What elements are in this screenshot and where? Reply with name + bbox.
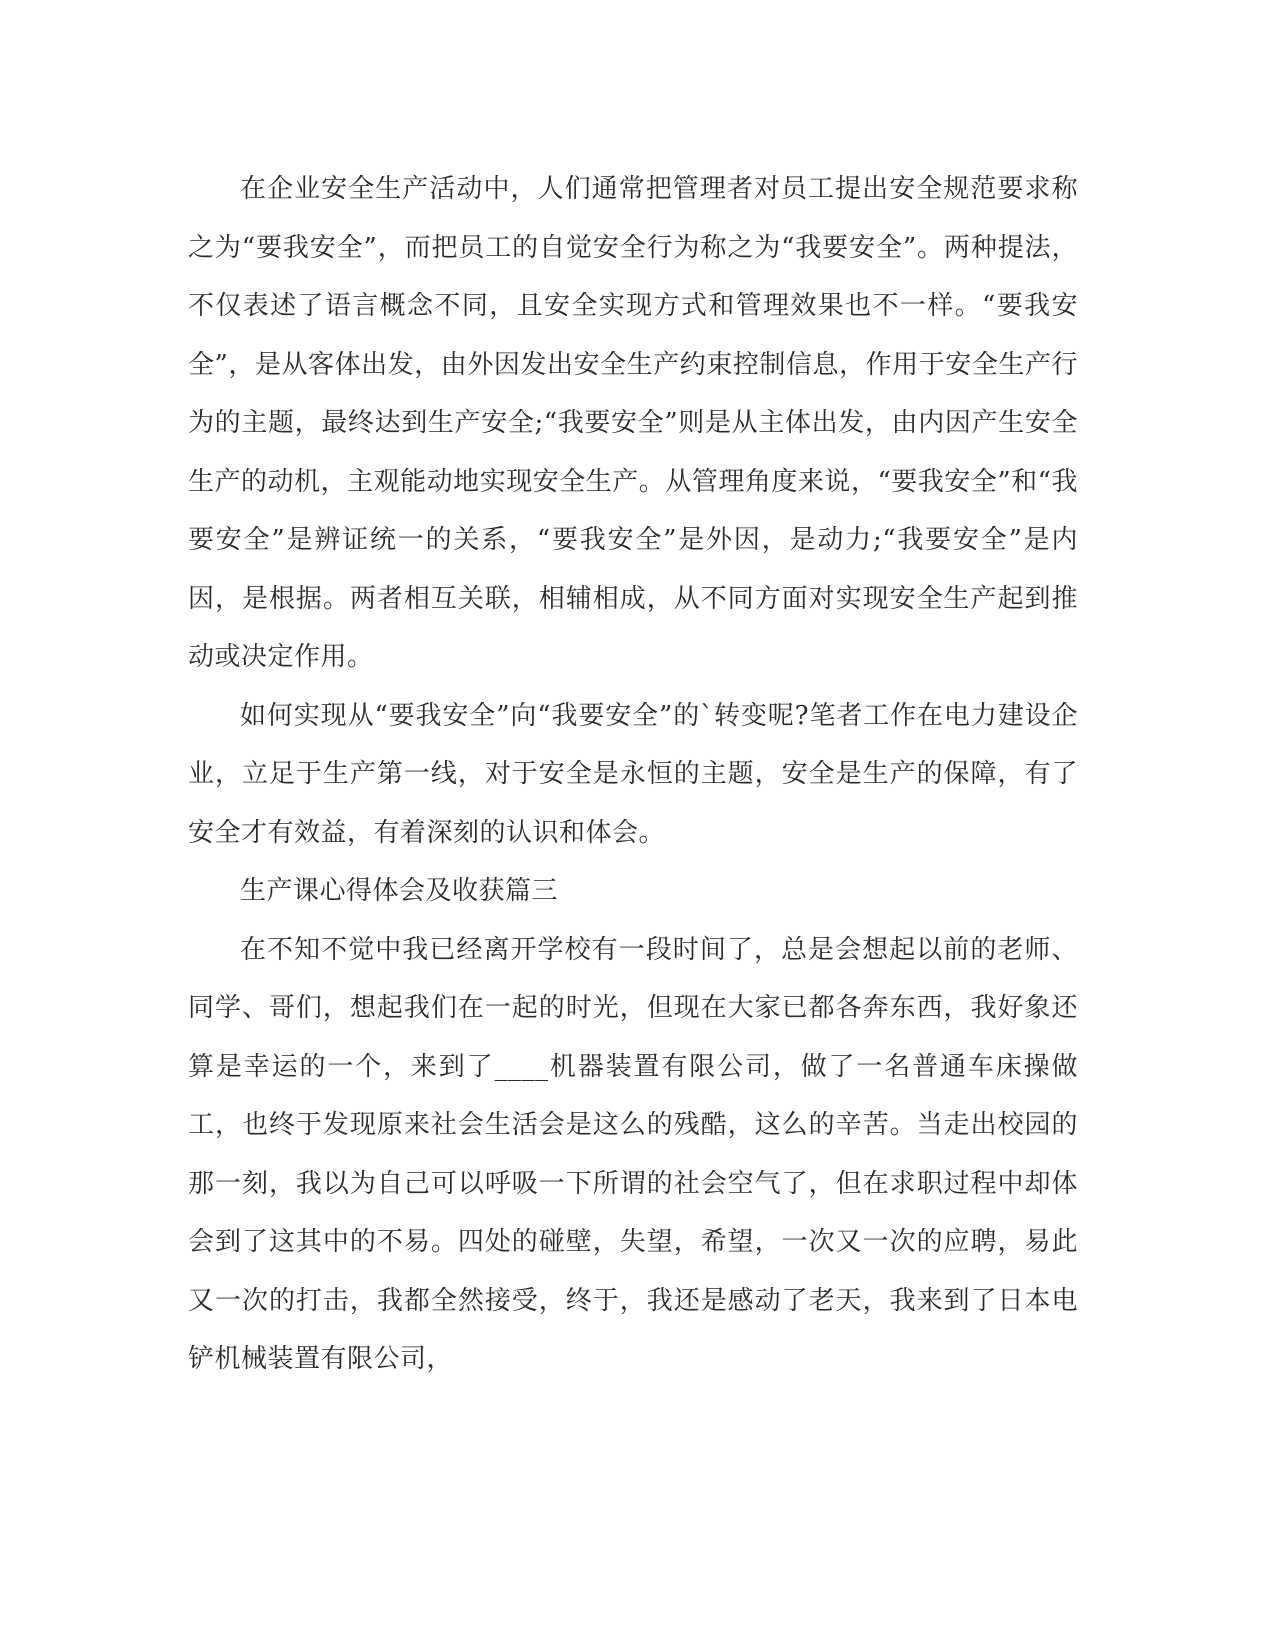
- paragraph-after-school: 在不知不觉中我已经离开学校有一段时间了，总是会想起以前的老师、同学、哥们，想起我们在一起的时光，但现在大家已都各奔东西，我好象还算是幸运的一个，来到了____机器装置有限公司，做了一名普通车床操做工，也终于发现原来社会生活会是这么的残酷，这么的辛苦。当走出校园的那一刻，我以为自己可以呼吸一下所谓的社会空气了，但在求职过程中却体会到了这其中的不易。四处的碰壁，失望，希望，一次又一次的应聘，易此又一次的打击，我都全然接受，终于，我还是感动了老天，我来到了日本电铲机械装置有限公司，: [188, 934, 1078, 1374]
- section-heading: 生产课心得体会及收获篇三: [240, 876, 559, 906]
- paragraph-safety-concepts: 在企业安全生产活动中，人们通常把管理者对员工提出安全规范要求称之为“要我安全”，而把员工的自觉安全行为称之为“我要安全”。两种提法，不仅表述了语言概念不同，且安全实现方式和管理效果也不一样。“要我安全”，是从客体出发，由外因发出安全生产约束控制信息，作用于安全生产行为的主题，最终达到生产安全;“我要安全”则是从主体出发，由内因产生安全生产的动机，主观能动地实现安全生产。从管理角度来说，“要我安全”和“我要安全”是辨证统一的关系，“要我安全”是外因，是动力;“我要安全”是内因，是根据。两者相互关联，相辅相成，从不同方面对实现安全生产起到推动或决定作用。: [188, 174, 1078, 672]
- paragraph-transformation: 如何实现从“要我安全”向“我要安全”的`转变呢?笔者工作在电力建设企业，立足于生产第一线，对于安全是永恒的主题，安全是生产的保障，有了安全才有效益，有着深刻的认识和体会。: [188, 700, 1078, 848]
- document-body: [188, 160, 1078, 1389]
